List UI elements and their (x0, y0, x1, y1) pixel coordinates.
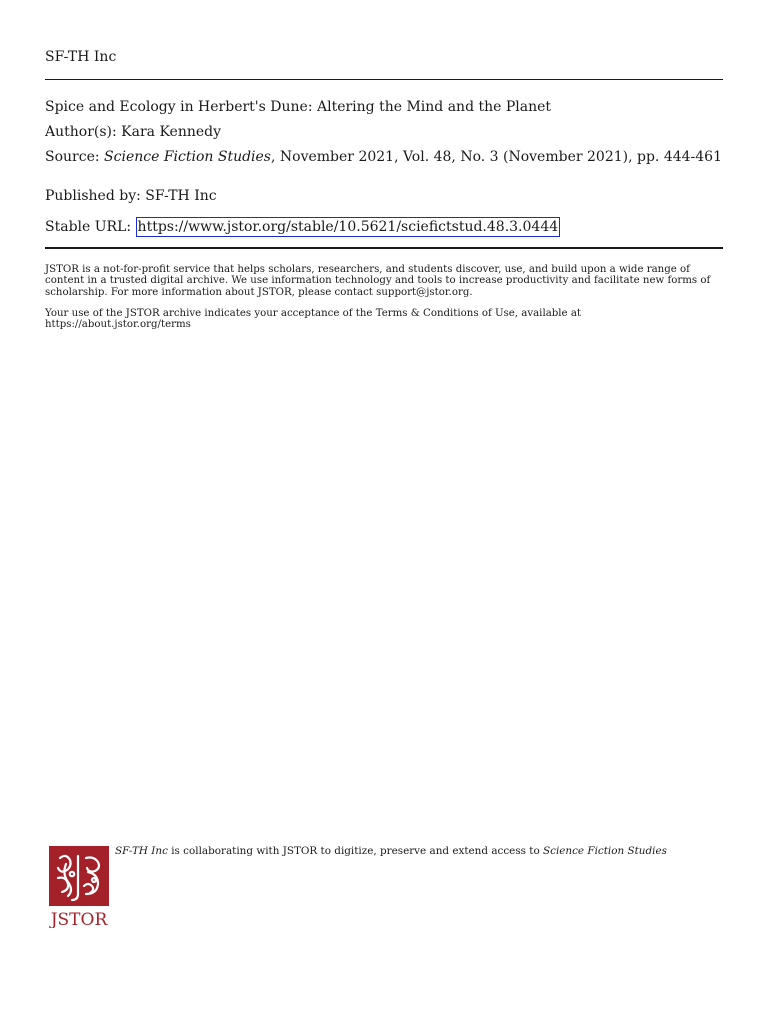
bottom-divider (45, 247, 723, 249)
published-by: SF-TH Inc (145, 188, 217, 204)
stable-url-line (45, 217, 723, 237)
source-line (45, 149, 723, 165)
collab-journal: Science Fiction Studies (543, 845, 667, 857)
jstor-about-notice: JSTOR is a not-for-profit service that helps scholars, researchers, and students discover, use, and build upon a wide range of content in a trusted digital archive. We use information technology and tools to increase productivity and facilitate new forms of scholarship. For more information about JSTOR, please contact support@jstor.org. (45, 264, 711, 298)
collaboration-note (115, 846, 675, 858)
author-line (45, 124, 723, 140)
author-name: Kara Kennedy (121, 124, 222, 140)
published-by-line (45, 188, 723, 204)
publisher-header: SF-TH Inc (45, 49, 117, 65)
collab-text: is collaborating with JSTOR to digitize, preserve and extend access to (167, 845, 544, 857)
stable-url-label: Stable URL: (45, 219, 136, 235)
jstor-logo (48, 846, 110, 928)
source-details: , November 2021, Vol. 48, No. 3 (November 2021), pp. 444-461 (271, 149, 722, 165)
published-label: Published by: (45, 188, 146, 204)
source-journal: Science Fiction Studies (104, 149, 271, 165)
stable-url-link[interactable]: https://www.jstor.org/stable/10.5621/sciefictstud.48.3.0444 (137, 219, 559, 235)
jstor-logo-icon (48, 846, 110, 928)
collab-publisher: SF-TH Inc (115, 845, 168, 857)
article-title: Spice and Ecology in Herbert's Dune: Altering the Mind and the Planet (45, 99, 552, 115)
svg-text:JSTOR: JSTOR (50, 910, 108, 928)
source-label: Source: (45, 149, 105, 165)
author-label: Author(s): (45, 124, 122, 140)
terms-notice: Your use of the JSTOR archive indicates your acceptance of the Terms & Conditions of Use, available at https://about.jstor.org/terms (45, 308, 581, 331)
top-divider (45, 79, 723, 80)
